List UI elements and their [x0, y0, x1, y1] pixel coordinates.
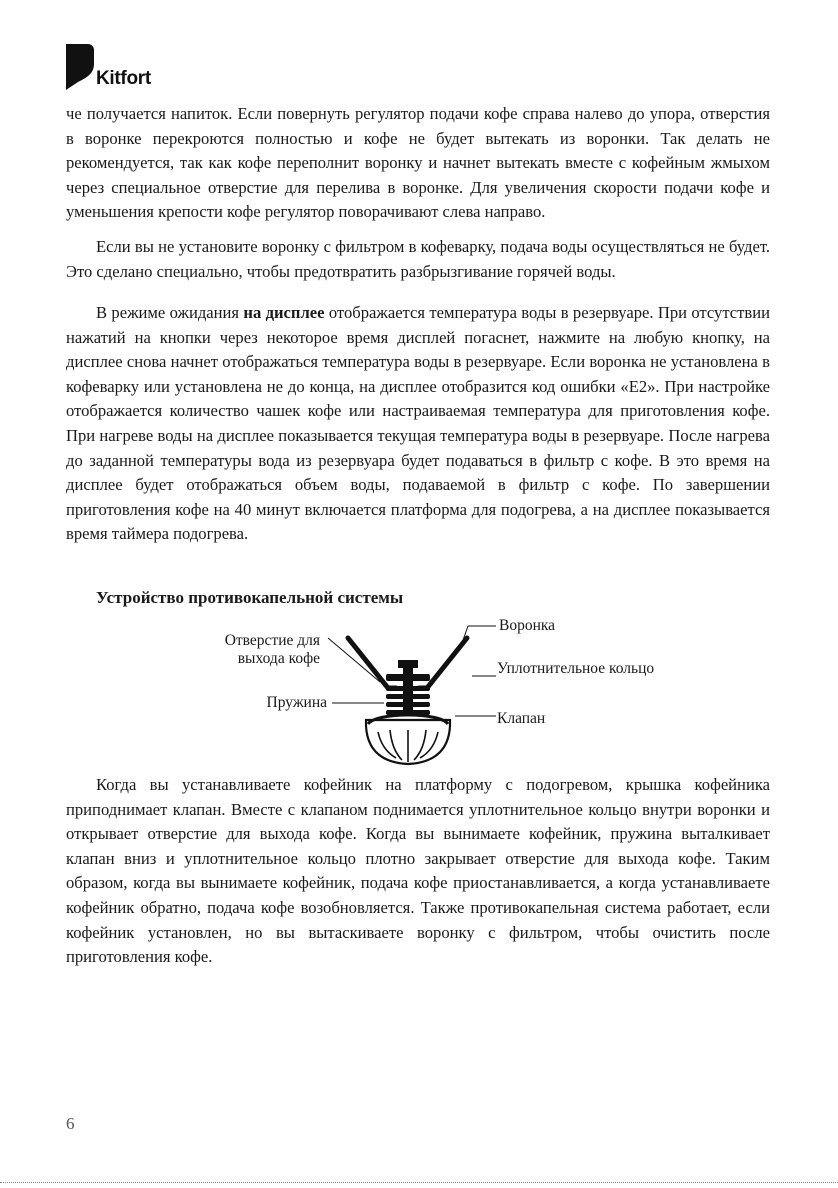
label-outlet-line2: выхода кофе [237, 650, 320, 667]
anti-drip-diagram [0, 608, 838, 773]
paragraph-display [66, 301, 770, 547]
page-bottom-edge [0, 1182, 838, 1183]
display-text-before: В режиме ожидания [96, 303, 244, 322]
page-number: 6 [66, 1114, 75, 1133]
section-heading: Устройство противокапельной системы [96, 588, 404, 607]
display-text-bold: на дисплее [243, 303, 325, 322]
label-funnel: Воронка [499, 617, 556, 634]
label-valve: Клапан [497, 710, 546, 727]
label-outlet-line1: Отверстие для [224, 632, 320, 649]
label-spring: Пружина [266, 694, 327, 711]
kitfort-logo-icon [66, 44, 94, 90]
valve-cup [366, 715, 450, 764]
seal-ring [386, 674, 430, 681]
brand-name: Kitfort [96, 68, 151, 89]
label-seal-ring: Уплотнительное кольцо [497, 660, 655, 677]
brand-logo [66, 44, 151, 90]
paragraph-no-funnel: Если вы не установите воронку с фильтром в кофеварку, подача воды осуществляться не будет. Это сделано специально, чтобы предотвратить разбрызгивание горячей воды. [66, 237, 770, 281]
display-text-after: отображается температура воды в резервуаре. При отсутствии нажатий на кнопки через некоторое время дисплей погаснет, нажмите на любую кнопку, на дисплее снова начнет отображаться температура воды в резервуаре. Если воронка не установлена в кофеварку или установлена не до конца, на дисплее отобразится код ошибки «E2». При настройке отображается количество чашек кофе или настраиваемая температура для приготовления кофе. При нагреве воды на дисплее показывается текущая температура воды в резервуаре. После нагрева до заданной температуры вода из резервуара будет подаваться в фильтр с кофе. В это время на дисплее будет отображаться объем воды, подаваемой в фильтр с кофе. По завершении приготовления кофе на 40 минут включается платформа для подогрева, а на дисплее показывается время таймера подогрева. [66, 303, 770, 544]
paragraph-anti-drip-description: Когда вы устанавливаете кофейник на платформу с подогревом, крышка кофейника приподнимает клапан. Вместе с клапаном поднимается уплотнительное кольцо внутри воронки и открывает отверстие для выхода кофе. Когда вы вынимаете кофейник, пружина выталкивает клапан вниз и уплотнительное кольцо плотно закрывает отверстие для выхода кофе. Таким образом, когда вы вынимаете кофейник, подача кофе приостанавливается, а когда устанавливаете кофейник обратно, подача кофе возобновляется. Также противокапельная система работает, если кофейник установлен, но вы вытаскиваете воронку с фильтром, чтобы очистить после приготовления кофе. [66, 775, 770, 967]
paragraph-funnel-regulator: че получается напиток. Если повернуть регулятор подачи кофе справа налево до упора, отверстия в воронке перекроются полностью и кофе не будет вытекать из воронки. Так делать не рекомендуется, так как кофе переполнит воронку и начнет вытекать вместе с кофейным жмыхом через специальное отверстие для перелива в воронке. Для увеличения скорости подачи кофе и уменьшения крепости кофе регулятор поворачивают слева направо. [66, 104, 770, 222]
